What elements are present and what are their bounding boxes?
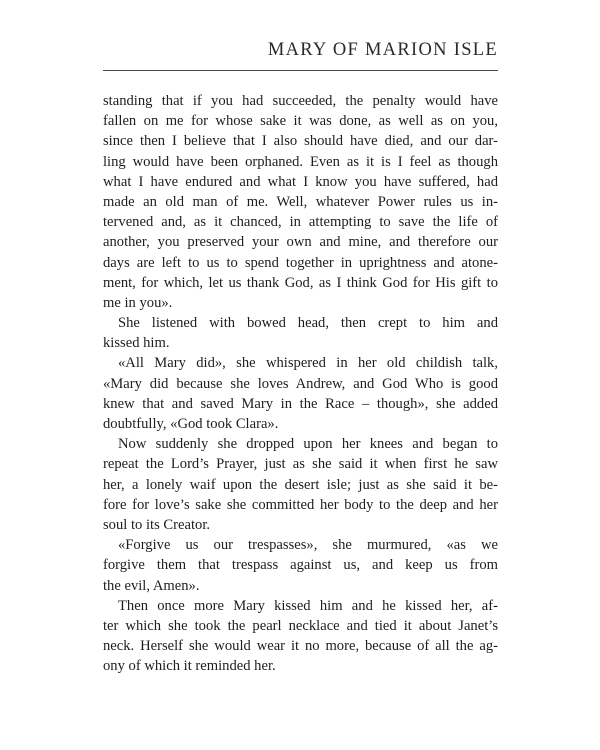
text-line: tervened and, as it chanced, in attempting to save the life of [103,214,498,231]
text-line: kissed him. [103,335,170,352]
text-line: ling would have been orphaned. Even as it is I feel as though [103,153,498,170]
text-line: fore for love’s sake she committed her body to the deep and her [103,496,498,513]
text-line: «Mary did because she loves Andrew, and God Who is good [103,375,498,392]
text-line: Now suddenly she dropped upon her knees and began to [118,436,498,453]
paragraph [103,91,498,313]
text-line: «All Mary did», she whispered in her old childish talk, [118,355,498,372]
body-text [103,91,498,676]
text-line: ter which she took the pearl necklace and tied it about Janet’s [103,617,498,634]
paragraph [103,434,498,535]
text-line: She listened with bowed head, then crept to him and [118,315,498,332]
paragraph [103,353,498,434]
paragraph [103,535,498,596]
paragraph [103,313,498,353]
text-line: another, you preserved your own and mine, and therefore our [103,234,498,251]
text-line: neck. Herself she would wear it no more, because of all the ag- [103,638,498,655]
text-line: knew that and saved Mary in the Race – though», she added [103,395,498,412]
header-rule [103,70,498,71]
text-line: since then I believe that I also should have died, and our dar- [103,133,498,150]
text-line: «Forgive us our trespasses», she murmured, «as we [118,537,498,554]
paragraph [103,596,498,677]
text-line: standing that if you had succeeded, the penalty would have [103,93,498,109]
text-line: soul to its Creator. [103,516,211,533]
text-line: fallen on me for whose sake it was done, as well as on you, [103,113,498,130]
text-line: ony of which it reminded her. [103,658,276,675]
text-line: the evil, Amen». [103,577,200,594]
text-line: Then once more Mary kissed him and he kissed her, af- [118,597,498,614]
text-line: forgive them that trespass against us, and keep us from [103,557,498,574]
text-line: repeat the Lord’s Prayer, just as she said it when first he saw [103,456,498,473]
text-line: what I have endured and what I know you have suffered, had [103,173,498,190]
running-head: MARY OF MARION ISLE [267,40,498,60]
text-line: made an old man of me. Well, whatever Power rules us in- [103,193,498,210]
text-line: doubtfully, «God took Clara». [103,416,279,432]
text-line: ment, for which, let us thank God, as I think God for His gift to [103,274,498,291]
text-line: her, a lonely waif upon the desert isle; just as she said it be- [103,476,498,493]
text-line: days are left to us to spend together in uprightness and atone- [103,254,498,271]
text-line: me in you». [103,294,173,311]
